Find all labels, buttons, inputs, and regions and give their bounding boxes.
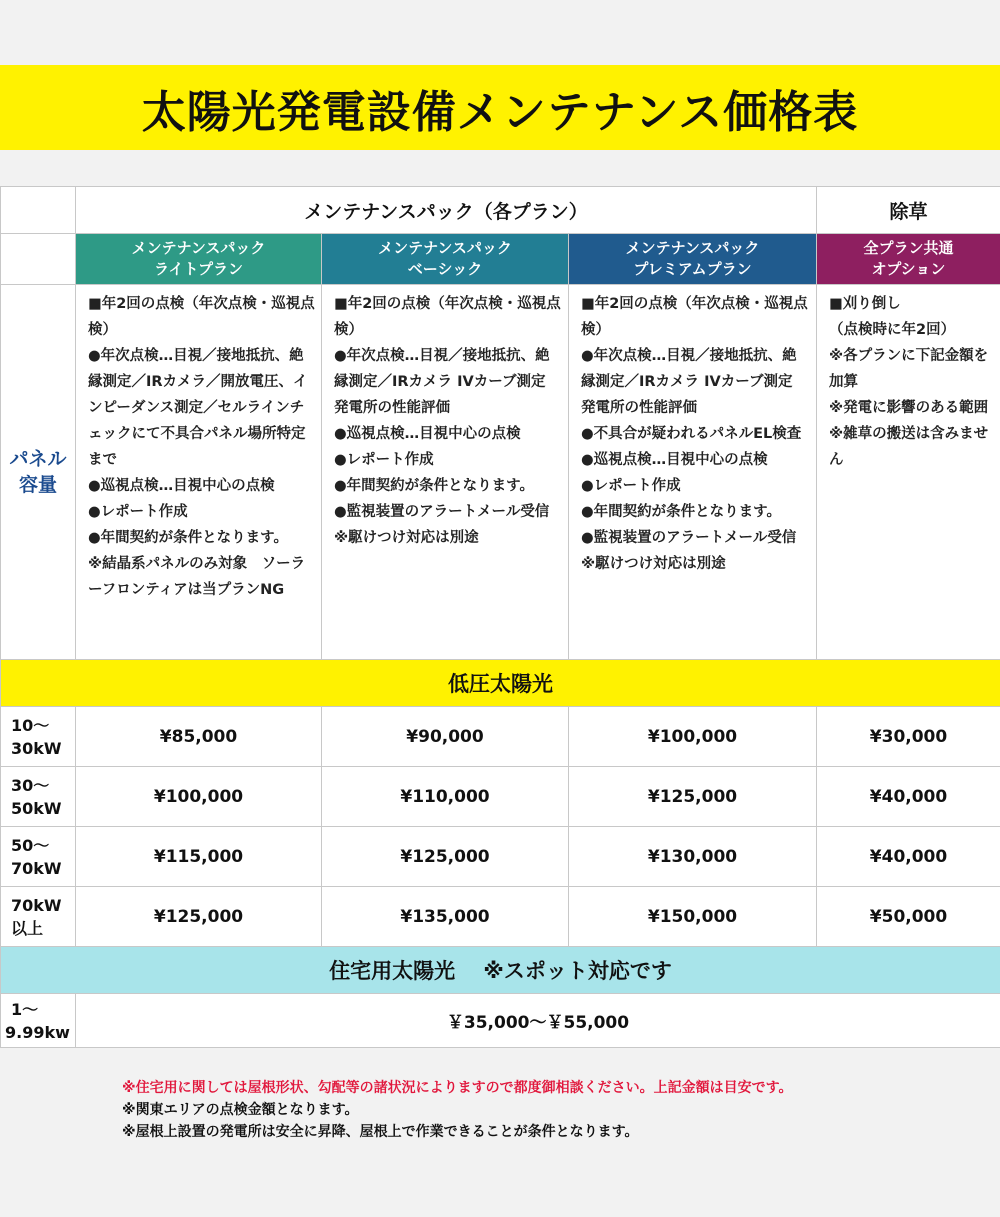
description-item: ●年間契約が条件となります。 [88,530,288,546]
range-line: 70kW [11,895,62,915]
plan-header-line: プレミアムプラン [633,260,752,278]
price-premium: ¥150,000 [569,887,817,947]
price-lite: ¥100,000 [76,767,322,827]
description-item: ●年間契約が条件となります。 [581,504,781,520]
corner-cell-2 [1,234,76,285]
price-option: ¥30,000 [817,707,1000,767]
premium-plan-description [569,285,817,660]
group-header-row [1,187,1000,234]
corner-cell [1,187,76,234]
description-item: ●レポート作成 [88,504,188,520]
price-basic: ¥125,000 [322,827,569,887]
range-line: 70kW [11,858,62,878]
residential-band-row [1,947,1000,994]
price-basic: ¥90,000 [322,707,569,767]
description-item: ■年2回の点検（年次点検・巡視点検） [334,296,561,338]
description-item: ※雑草の搬送は含みません [829,426,989,468]
weeding-header: 除草 [817,187,1000,234]
range-line: 1～ [11,999,39,1019]
range-line: 50～ [11,835,50,855]
residential-price: ￥35,000～￥55,000 [76,994,1000,1048]
description-item: ●不具合が疑われるパネルEL検査 [581,426,802,442]
capacity-range [1,887,76,947]
description-item: ※発電に影響のある範囲 [829,400,989,416]
range-line: 10～ [11,715,50,735]
plan-header-option [817,234,1000,285]
price-basic: ¥135,000 [322,887,569,947]
description-item: （点検時に年2回） [829,322,956,338]
capacity-range [1,827,76,887]
range-line: 30～ [11,775,50,795]
residential-row [1,994,1000,1048]
residential-section-label: 住宅用太陽光 ※スポット対応です [1,947,1000,994]
price-table [0,186,1000,1048]
description-item: ●監視装置のアラートメール受信※駆けつけ対応は別途 [334,504,550,546]
range-line: 30kW [11,738,62,758]
option-description [817,285,1000,660]
description-item: ●年次点検…目視／接地抵抗、絶縁測定／IRカメラ IVカーブ測定 発電所の性能評価 [581,348,797,416]
residential-range [1,994,76,1048]
low-voltage-rows [1,707,1000,947]
capacity-range [1,707,76,767]
footnote-area: ※関東エリアの点検金額となります。 [122,1102,359,1118]
description-item: ●年次点検…目視／接地抵抗、絶縁測定／IRカメラ IVカーブ測定 発電所の性能評価 [334,348,550,416]
description-item: ●レポート作成 [334,452,434,468]
description-item: ※各プランに下記金額を加算 [829,348,989,390]
price-row [1,887,1000,947]
plan-header-line: メンテナンスパック [378,239,512,257]
footnote-rooftop: ※屋根上設置の発電所は安全に昇降、屋根上で作業できることが条件となります。 [122,1124,639,1140]
plan-header-line: オプション [871,260,946,278]
price-option: ¥40,000 [817,827,1000,887]
price-premium: ¥130,000 [569,827,817,887]
plan-header-lite [76,234,322,285]
footnote-residential: ※住宅用に関しては屋根形状、勾配等の諸状況によりますので都度御相談ください。上記金額は目安です。 [122,1080,793,1096]
plan-header-basic [322,234,569,285]
price-lite: ¥85,000 [76,707,322,767]
description-item: ●巡視点検…目視中心の点検 [581,452,768,468]
description-item: ■年2回の点検（年次点検・巡視点検） [88,296,315,338]
side-label-line: パネル [9,448,67,470]
description-item: ●年間契約が条件となります。 [334,478,534,494]
title-banner [0,65,1000,150]
description-item: ●監視装置のアラートメール受信※駆けつけ対応は別途 [581,530,797,572]
plan-header-row [1,234,1000,285]
description-item: ※結晶系パネルのみ対象 ソーラーフロンティアは当プランNG [88,556,306,598]
plan-header-line: ライトプラン [153,260,244,278]
plan-header-line: ベーシック [407,260,483,278]
range-line: 50kW [11,798,62,818]
price-row [1,827,1000,887]
range-line: 9.99kw [5,1022,70,1042]
price-premium: ¥125,000 [569,767,817,827]
description-item: ●年次点検…目視／接地抵抗、絶縁測定／IRカメラ／開放電圧、インピーダンス測定／セルラインチェックにて不具合パネル場所特定まで [88,348,308,468]
price-lite: ¥125,000 [76,887,322,947]
price-row [1,767,1000,827]
description-item: ■年2回の点検（年次点検・巡視点検） [581,296,808,338]
low-voltage-band-row [1,660,1000,707]
maintenance-pack-header: メンテナンスパック（各プラン） [76,187,817,234]
description-item: ■刈り倒し [829,296,901,312]
side-label-line: 容量 [18,474,57,496]
description-item: ●巡視点検…目視中心の点検 [88,478,275,494]
range-line: 以上 [11,918,44,938]
price-lite: ¥115,000 [76,827,322,887]
plan-header-line: メンテナンスパック [131,239,266,257]
description-row [1,285,1000,660]
price-basic: ¥110,000 [322,767,569,827]
lite-plan-description [76,285,322,660]
low-voltage-section-label: 低圧太陽光 [1,660,1000,707]
panel-capacity-label [1,285,76,660]
price-option: ¥50,000 [817,887,1000,947]
plan-header-line: 全プラン共通 [863,239,954,257]
description-item: ●レポート作成 [581,478,681,494]
price-option: ¥40,000 [817,767,1000,827]
basic-plan-description [322,285,569,660]
capacity-range [1,767,76,827]
description-item: ●巡視点検…目視中心の点検 [334,426,521,442]
price-row [1,707,1000,767]
page-title: 太陽光発電設備メンテナンス価格表 [141,86,859,138]
plan-header-premium [569,234,817,285]
price-premium: ¥100,000 [569,707,817,767]
footnotes [122,1077,982,1143]
plan-header-line: メンテナンスパック [625,239,760,257]
